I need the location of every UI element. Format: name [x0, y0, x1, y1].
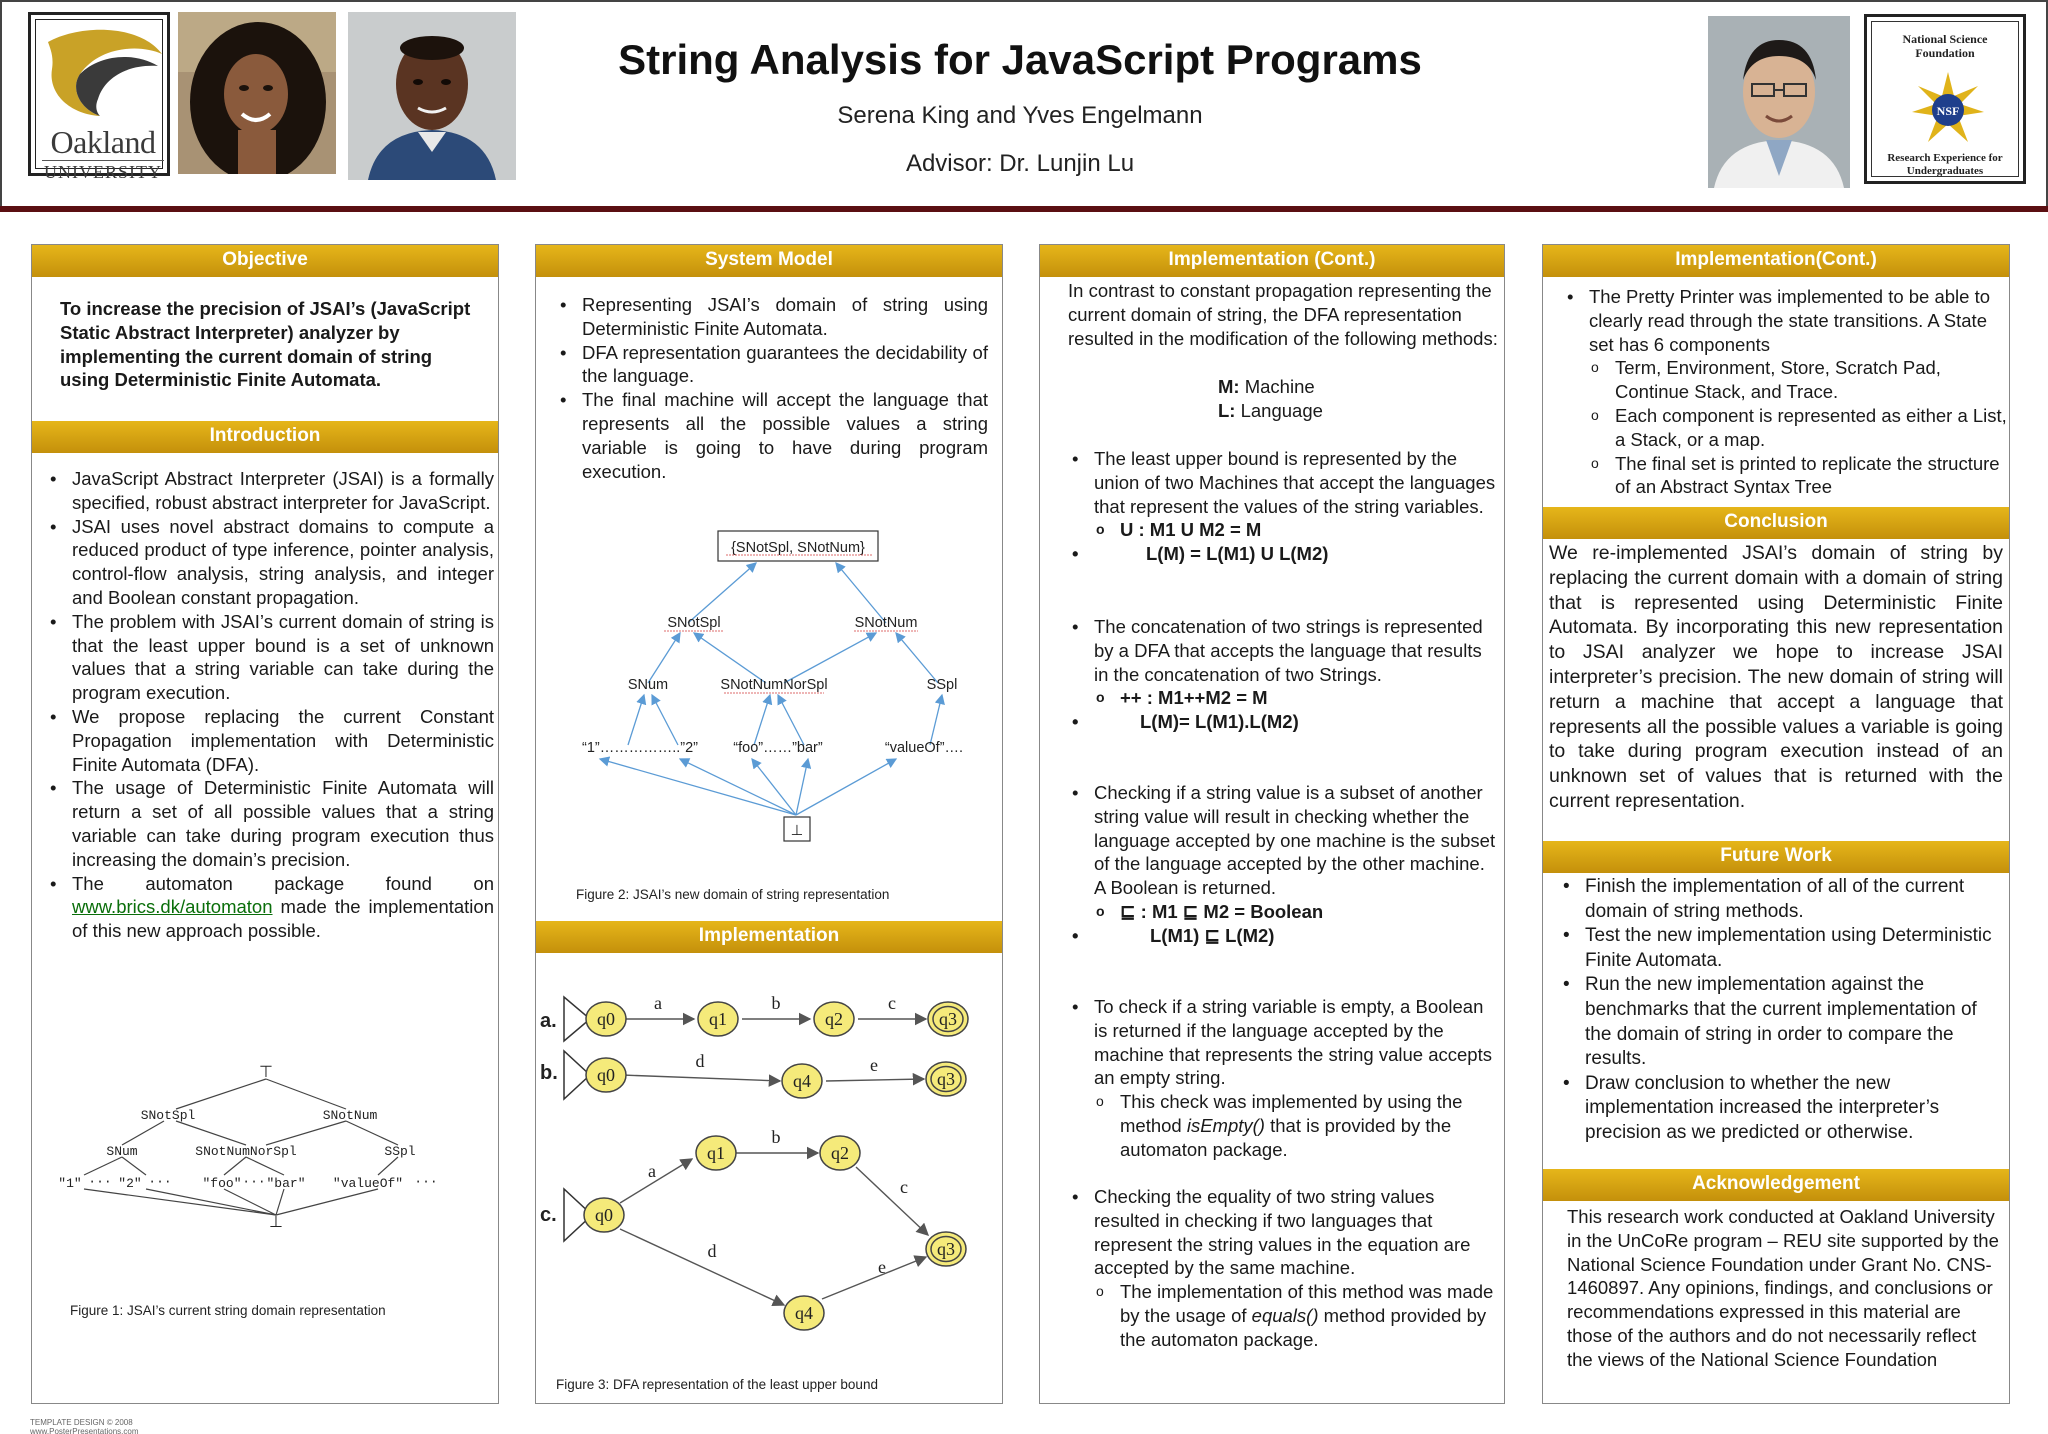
fig3-label-a: a. — [540, 1010, 557, 1032]
list-subitem: o The final set is printed to replicate the structure of an Abstract Syntax Tree — [1563, 452, 2007, 500]
lub-formula-2: • L(M) = L(M1) U L(M2) — [1068, 542, 1500, 566]
fig3-c-sym-e: e — [878, 1257, 886, 1277]
implementation-heading: Implementation — [536, 921, 1002, 953]
column-2 — [535, 244, 1003, 1404]
system-model-heading: System Model — [536, 245, 1002, 277]
list-item: • The usage of Deterministic Finite Automata will return a set of all possible values that a string variable can take during program execution thus increasing the domain’s precision. — [46, 776, 494, 871]
fig3-c-sym-d: d — [707, 1241, 717, 1261]
fig2-strs: “foo”……”bar” — [733, 740, 823, 756]
photo-serena-king — [178, 12, 336, 174]
fig1-top: ⊤ — [259, 1065, 273, 1082]
introduction-heading: Introduction — [32, 421, 498, 453]
poster-advisor: Advisor: Dr. Lunjin Lu — [905, 150, 1135, 177]
fig3-a-sym-c: c — [888, 993, 896, 1013]
fig3-c-sym-b: b — [771, 1127, 781, 1147]
fig2-snotnumnorspl: SNotNumNorSpl — [720, 677, 828, 693]
header-rule — [0, 206, 2048, 212]
list-item: • The concatenation of two strings is represented by a DFA that accepts the language that results in the concatenation of two Strings. — [1068, 615, 1500, 686]
fig1-vfoo: "foo" — [202, 1176, 242, 1191]
nsf-reu-badge — [1864, 14, 2026, 184]
footer-line-1: TEMPLATE DESIGN © 2008 — [30, 1418, 133, 1427]
poster-authors: Serena King and Yves Engelmann — [837, 102, 1203, 129]
fig1-snum: SNum — [106, 1144, 138, 1159]
concat-formula: o ++ : M1++M2 = M — [1068, 686, 1500, 710]
brics-automaton-link[interactable]: www.brics.dk/automaton — [72, 896, 273, 918]
list-item: • To check if a string variable is empty, a Boolean is returned if the language accepted by the machine that represents the string value accepts an empty string. — [1068, 995, 1500, 1090]
fig1-dots2: ··· — [148, 1174, 172, 1189]
fig3-label-b: b. — [540, 1062, 558, 1084]
subset-formula-2: • L(M1) ⊑ L(M2) — [1068, 924, 1500, 948]
list-subitem: o The implementation of this method was made by the usage of equals() method provided by the automaton package. — [1068, 1280, 1500, 1351]
list-item: • Checking the equality of two string values resulted in checking if two languages that represent the string values in the equation are accepted by the same machine. — [1068, 1185, 1500, 1280]
list-item: • JSAI uses novel abstract domains to compute a reduced product of type inference, pointer analysis, control-flow analysis, string analysis, and integer and Boolean constant propagation. — [46, 515, 494, 610]
acknowledgement-heading: Acknowledgement — [1543, 1169, 2009, 1201]
implementation-cont-intro: In contrast to constant propagation representing the current domain of string, the DFA representation resulted in the modification of the following methods: — [1068, 280, 1498, 349]
fig2-snotspl: SNotSpl — [667, 615, 721, 631]
fig3-c-q4: q4 — [795, 1303, 813, 1323]
lub-formula: o U : M1 U M2 = M — [1068, 518, 1500, 542]
fig1-snotnumnorspl: SNotNumNorSpl — [195, 1144, 297, 1159]
fig3-c-q0: q0 — [595, 1205, 613, 1225]
fig3-label-c: c. — [540, 1204, 557, 1226]
fig3-c-sym-a: a — [648, 1161, 656, 1181]
fig3-a-q0: q0 — [597, 1009, 615, 1029]
fig2-nums: “1”……………..”2” — [582, 740, 698, 756]
list-subitem: o This check was implemented by using the method isEmpty() that is provided by the automaton package. — [1068, 1090, 1500, 1161]
subset-list — [1068, 781, 1500, 948]
fig1-dots3: ··· — [242, 1174, 266, 1189]
conclusion-text: We re-implemented JSAI’s domain of string by replacing the current domain with a domain of string that is represented using Deterministic Finite Automata. By incorporating this new representation to JSAI analyzer we hope to increase JSAI interpreter’s precision. The new domain of string will return a machine that accept a language that represents all the possible values a variable is going to take during program execution instead of an unknown set of values that is returned with the current representation. — [1549, 542, 2003, 812]
list-subitem: o Term, Environment, Store, Scratch Pad, Continue Stack, and Trace. — [1563, 356, 2007, 404]
fig3-c-sym-c: c — [900, 1177, 908, 1197]
photo-yves-engelmann — [348, 12, 516, 180]
logo-text-university: UNIVERSITY — [44, 162, 162, 182]
list-item: • Test the new implementation using Deterministic Finite Automata. — [1559, 924, 2007, 973]
nsf-title: National Science Foundation — [1902, 32, 1988, 60]
list-item: • Representing JSAI’s domain of string using Deterministic Finite Automata. — [556, 293, 988, 341]
svg-text:NSF: NSF — [1936, 104, 1960, 118]
fig3-a-sym-a: a — [654, 993, 662, 1013]
fig3-a-q2: q2 — [825, 1009, 843, 1029]
column-1 — [31, 244, 499, 1404]
nsf-seal-icon — [1912, 72, 1984, 144]
fig3-c-q3: q3 — [937, 1239, 955, 1259]
footer-credit — [30, 1418, 139, 1434]
fig1-snotspl: SNotSpl — [140, 1108, 196, 1123]
column-3 — [1039, 244, 1505, 1404]
figure-1-caption: Figure 1: JSAI’s current string domain representation — [70, 1303, 386, 1318]
footer-line-2: www.PosterPresentations.com — [30, 1427, 139, 1434]
logo-text-oakland: Oakland — [50, 124, 156, 160]
acknowledgement-text: This research work conducted at Oakland University in the UnCoRe program – REU site supported by the National Science Foundation under Grant No. CNS-1460897. Any opinions, findings, and conclusions or recommendations expressed in this material are those of the authors and do not necessarily reflect the views of the National Science Foundation — [1567, 1206, 1999, 1370]
subset-formula: o ⊑ : M1 ⊑ M2 = Boolean — [1068, 900, 1500, 924]
implementation-cont2-heading: Implementation(Cont.) — [1543, 245, 2009, 277]
empty-list — [1068, 995, 1500, 1162]
fig2-sspl: SSpl — [926, 677, 958, 693]
fig3-a-q3: q3 — [939, 1009, 957, 1029]
list-item: • The final machine will accept the language that represents all the possible values a string variable is going to have during program execution. — [556, 388, 988, 483]
oakland-university-logo — [28, 12, 170, 182]
column-4 — [1542, 244, 2010, 1404]
list-item: • DFA representation guarantees the decidability of the language. — [556, 341, 988, 389]
future-work-list — [1559, 875, 2007, 1146]
fig3-b-q0: q0 — [597, 1065, 615, 1085]
fig1-vvalueof: "valueOf" — [332, 1176, 404, 1191]
list-item: • We propose replacing the current Constant Propagation implementation with Deterministic Finite Automata (DFA). — [46, 705, 494, 776]
list-item: • JavaScript Abstract Interpreter (JSAI) is a formally specified, robust abstract interpreter for JavaScript. — [46, 467, 494, 515]
fig3-b-q3: q3 — [937, 1069, 955, 1089]
figure-1-lattice — [46, 1065, 486, 1235]
list-item: • The problem with JSAI’s current domain of string is that the least upper bound is a set of unknown values that a string variable can take during the program execution. — [46, 610, 494, 705]
fig2-valueof: “valueOf”…. — [884, 740, 964, 756]
objective-heading: Objective — [32, 245, 498, 277]
nsf-reu-label: Research Experience for Undergraduates — [1887, 152, 2003, 177]
fig3-a-q1: q1 — [709, 1009, 727, 1029]
list-item: • Draw conclusion to whether the new implementation increased the interpreter’s precision as we predicted or otherwise. — [1559, 1072, 2007, 1146]
fig3-c-q2: q2 — [831, 1143, 849, 1163]
language-definition: L: Language — [1218, 400, 1323, 421]
fig2-top: {SNotSpl, SNotNum} — [731, 540, 865, 556]
list-item: • Run the new implementation against the benchmarks that the current implementation of the domain of string in order to compare the results. — [1559, 973, 2007, 1071]
figure-3-caption: Figure 3: DFA representation of the least upper bound — [556, 1377, 878, 1392]
poster-title: String Analysis for JavaScript Programs — [618, 36, 1422, 83]
fig3-c-q1: q1 — [707, 1143, 725, 1163]
figure-2-new-domain — [556, 523, 986, 847]
fig1-vbar: "bar" — [266, 1176, 306, 1191]
concat-formula-2: • L(M)= L(M1).L(M2) — [1068, 710, 1500, 734]
concat-list — [1068, 615, 1500, 734]
fig1-dots4: ··· — [414, 1174, 438, 1189]
fig1-sspl: SSpl — [384, 1144, 416, 1159]
fig1-dots1: ··· — [88, 1174, 112, 1189]
oakland-swoosh-icon — [40, 24, 166, 124]
fig1-v1: "1" — [58, 1176, 82, 1191]
system-model-list — [556, 293, 988, 483]
list-item: • The Pretty Printer was implemented to be able to clearly read through the state transitions. A State set has 6 components — [1563, 285, 2007, 356]
list-subitem: o Each component is represented as either a List, a Stack, or a map. — [1563, 404, 2007, 452]
introduction-list — [46, 467, 494, 943]
fig1-bottom: ⊥ — [269, 1214, 283, 1232]
list-item: • Finish the implementation of all of the current domain of string methods. — [1559, 875, 2007, 924]
conclusion-heading: Conclusion — [1543, 507, 2009, 539]
list-item: • Checking if a string value is a subset of another string value will result in checking whether the language accepted by one machine is the subset of the language accepted by the other machine. A Boolean is returned. — [1068, 781, 1500, 900]
fig3-a-sym-b: b — [771, 993, 781, 1013]
fig3-b-sym-d: d — [695, 1051, 705, 1071]
implementation-cont-list — [1068, 447, 1500, 566]
fig1-snotnum: SNotNum — [322, 1108, 378, 1123]
list-item: • The least upper bound is represented by the union of two Machines that accept the languages that represent the values of the string variables. — [1068, 447, 1500, 518]
fig2-snotnum: SNotNum — [854, 615, 918, 631]
fig2-bottom: ⊥ — [790, 823, 804, 839]
photo-lunjin-lu — [1708, 16, 1850, 188]
list-item: • The automaton package found on www.brics.dk/automaton made the implementation of this new approach possible. — [46, 872, 494, 943]
implementation-cont2-list — [1563, 285, 2007, 499]
equal-list — [1068, 1185, 1500, 1352]
fig1-v2: "2" — [118, 1176, 142, 1191]
fig2-snum: SNum — [627, 677, 669, 693]
future-work-heading: Future Work — [1543, 841, 2009, 873]
figure-3-dfa — [540, 967, 1000, 1367]
figure-2-caption: Figure 2: JSAI’s new domain of string representation — [576, 887, 890, 902]
fig3-b-sym-e: e — [870, 1055, 878, 1075]
objective-text: To increase the precision of JSAI’s (JavaScript Static Abstract Interpreter) analyzer by implementing the current domain of string using Deterministic Finite Automata. — [60, 298, 471, 391]
implementation-cont-heading: Implementation (Cont.) — [1040, 245, 1504, 277]
machine-definition: M: Machine — [1218, 376, 1315, 397]
fig3-b-q4: q4 — [793, 1071, 811, 1091]
